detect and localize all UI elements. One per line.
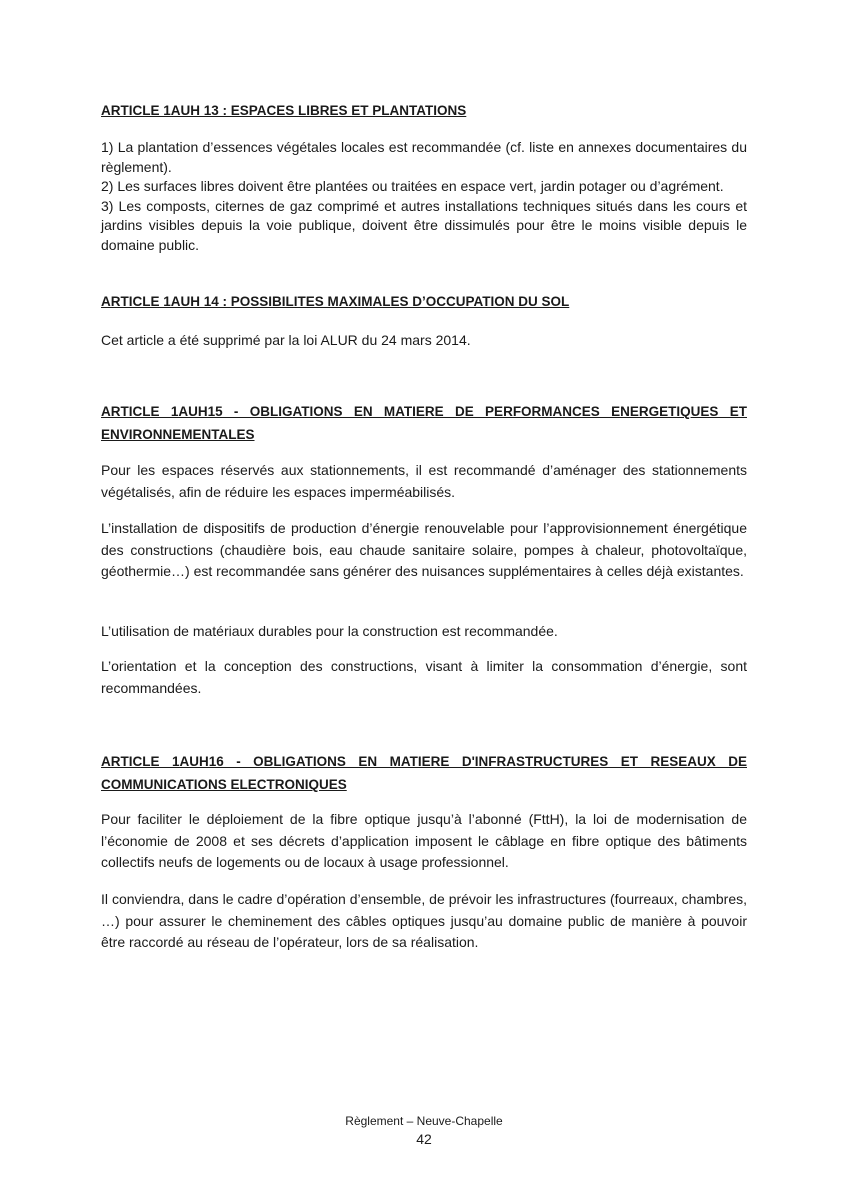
- article-16-heading-line2: COMMUNICATIONS ELECTRONIQUES: [101, 777, 347, 792]
- article-15-paragraph-2: L’installation de dispositifs de production d’énergie renouvelable pour l’approvisionnement énergétique des constructions (chaudière bois, eau chaude sanitaire solaire, pompes à chaleur, photovoltaïque, géothermie…) est recommandée sans générer des nuisances supplémentaires à celles déjà existantes.: [101, 520, 747, 579]
- list-item: 3) Les composts, citernes de gaz comprimé et autres installations techniques situés dans les cours et jardins visibles depuis la voie publique, doivent être dissimulés pour être le moins visible depuis le domaine public.: [101, 197, 747, 253]
- article-16-paragraph-2: Il conviendra, dans le cadre d’opération d’ensemble, de prévoir les infrastructures (fourreaux, chambres, …) pour assurer le cheminement des câbles optiques jusqu’au domaine public de manière à pouvoir être raccordé au réseau de l’opérateur, lors de sa réalisation.: [101, 891, 747, 950]
- article-15-paragraph-1: Pour les espaces réservés aux stationnements, il est recommandé d’aménager des stationnements végétalisés, afin de réduire les espaces imperméabilisés.: [101, 462, 747, 500]
- article-15-paragraph-4: L’orientation et la conception des constructions, visant à limiter la consommation d’énergie, sont recommandées.: [101, 658, 747, 696]
- article-14-heading: ARTICLE 1AUH 14 : POSSIBILITES MAXIMALES D’OCCUPATION DU SOL: [101, 294, 570, 309]
- article-16-heading-line1: ARTICLE 1AUH16 - OBLIGATIONS EN MATIERE D'INFRASTRUCTURES ET RESEAUX DE: [101, 754, 747, 769]
- list-item: 1) La plantation d’essences végétales locales est recommandée (cf. liste en annexes documentaires du règlement).: [101, 139, 747, 175]
- article-16-paragraph-1: Pour faciliter le déploiement de la fibre optique jusqu’à l’abonné (FttH), la loi de modernisation de l’économie de 2008 et ses décrets d’application imposent le câblage en fibre optique des bâtiments collectifs neufs de logements ou de locaux à usage professionnel.: [101, 811, 747, 870]
- article-13-list: [101, 138, 747, 255]
- page-number: 42: [416, 1131, 432, 1147]
- article-15-heading-line2: ENVIRONNEMENTALES: [101, 427, 255, 442]
- footer-title: Règlement – Neuve-Chapelle: [345, 1114, 503, 1128]
- article-14-paragraph: Cet article a été supprimé par la loi ALUR du 24 mars 2014.: [101, 332, 471, 348]
- article-15-paragraph-3: L’utilisation de matériaux durables pour la construction est recommandée.: [101, 623, 558, 639]
- list-item: 2) Les surfaces libres doivent être plantées ou traitées en espace vert, jardin potager ou d’agrément.: [101, 178, 724, 194]
- article-15-heading-line1: ARTICLE 1AUH15 - OBLIGATIONS EN MATIERE DE PERFORMANCES ENERGETIQUES ET: [101, 404, 747, 419]
- article-13-heading: ARTICLE 1AUH 13 : ESPACES LIBRES ET PLANTATIONS: [101, 103, 467, 118]
